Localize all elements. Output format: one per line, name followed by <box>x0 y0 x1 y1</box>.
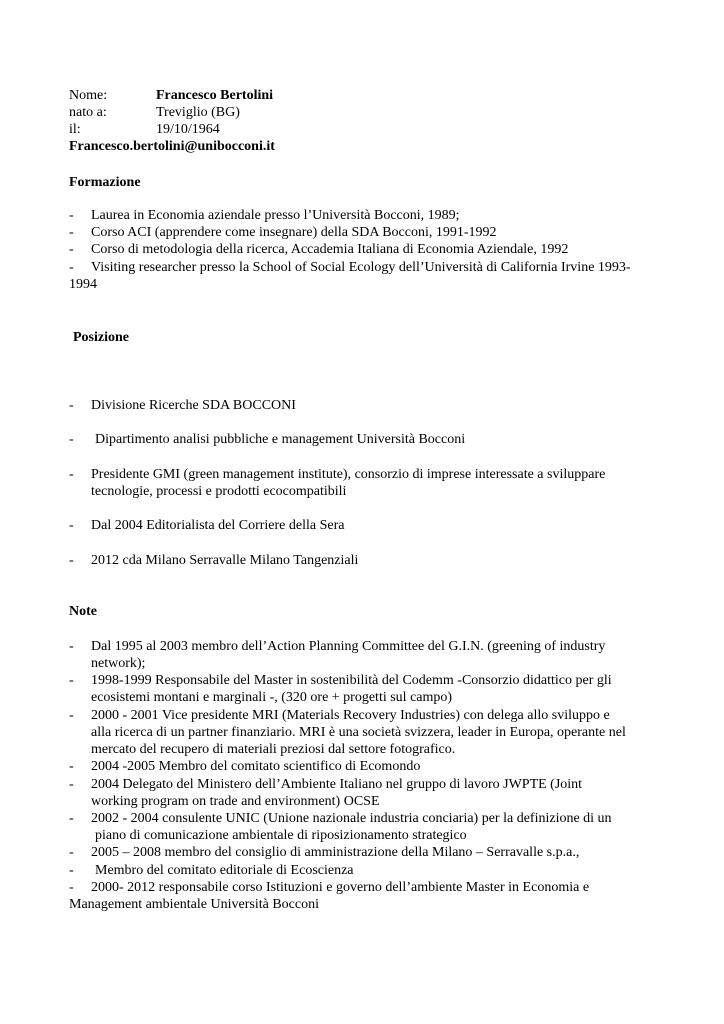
list-bullet: - <box>69 845 74 860</box>
list-bullet: - <box>69 518 74 533</box>
list-bullet: - <box>69 863 74 878</box>
list-item: 2000 - 2001 Vice presidente MRI (Materials Recovery Industries) con delega allo sviluppo e <box>91 708 610 723</box>
list-item: 2012 cda Milano Serravalle Milano Tangenziali <box>91 553 359 568</box>
list-item-continuation: 1994 <box>69 277 97 292</box>
list-bullet: - <box>69 811 74 826</box>
list-item: 2004 Delegato del Ministero dell’Ambiente Italiano nel gruppo di lavoro JWPTE (Joint <box>91 777 583 792</box>
section-heading-formazione: Formazione <box>69 175 141 190</box>
born-label: nato a: <box>69 105 107 120</box>
section-heading-note: Note <box>69 604 97 619</box>
list-item-continuation: network); <box>91 656 146 671</box>
list-item: Visiting researcher presso la School of Social Ecology dell’Università di California Irvine 1993- <box>91 260 631 275</box>
list-item: Dal 1995 al 2003 membro dell’Action Planning Committee del G.I.N. (greening of industry <box>91 639 606 654</box>
list-bullet: - <box>69 208 74 223</box>
list-bullet: - <box>69 467 74 482</box>
list-bullet: - <box>69 639 74 654</box>
list-bullet: - <box>69 673 74 688</box>
list-bullet: - <box>69 398 74 413</box>
list-bullet: - <box>69 225 74 240</box>
date-value: 19/10/1964 <box>156 122 220 137</box>
list-item: 2002 - 2004 consulente UNIC (Unione nazionale industria conciaria) per la definizione di un <box>91 811 612 826</box>
list-item-continuation: alla ricerca di un partner finanziario. MRI è una società svizzera, leader in Europa, operante nel <box>91 725 626 740</box>
list-item: 2005 – 2008 membro del consiglio di amministrazione della Milano – Serravalle s.p.a., <box>91 845 580 860</box>
name-label: Nome: <box>69 88 108 103</box>
list-item: Membro del comitato editoriale di Ecoscienza <box>95 863 354 878</box>
list-item-continuation: piano di comunicazione ambientale di riposizionamento strategico <box>95 828 467 843</box>
list-item: Dipartimento analisi pubbliche e management Università Bocconi <box>95 432 466 447</box>
list-item: Presidente GMI (green management institute), consorzio di imprese interessate a sviluppare <box>91 467 606 482</box>
list-bullet: - <box>69 777 74 792</box>
born-value: Treviglio (BG) <box>156 105 240 120</box>
list-item: Corso di metodologia della ricerca, Accademia Italiana di Economia Aziendale, 1992 <box>91 242 569 257</box>
list-item-continuation: mercato del recupero di materiali preziosi dal settore fotografico. <box>91 742 456 757</box>
list-bullet: - <box>69 880 74 895</box>
list-item: 2000- 2012 responsabile corso Istituzioni e governo dell’ambiente Master in Economia e <box>91 880 590 895</box>
list-item-continuation: tecnologie, processi e prodotti ecocompatibili <box>91 484 347 499</box>
list-item: 2004 -2005 Membro del comitato scientifico di Ecomondo <box>91 759 421 774</box>
list-bullet: - <box>69 708 74 723</box>
list-bullet: - <box>69 432 74 447</box>
name-value: Francesco Bertolini <box>156 88 274 103</box>
email-text: Francesco.bertolini@unibocconi.it <box>69 139 275 154</box>
list-bullet: - <box>69 553 74 568</box>
list-item-continuation: working program on trade and environment) OCSE <box>91 794 380 809</box>
list-item: Laurea in Economia aziendale presso l’Università Bocconi, 1989; <box>91 208 460 223</box>
list-item: Corso ACI (apprendere come insegnare) della SDA Bocconi, 1991-1992 <box>91 225 497 240</box>
section-heading-posizione: Posizione <box>73 330 129 345</box>
list-bullet: - <box>69 242 74 257</box>
date-label: il: <box>69 122 81 137</box>
list-item: Divisione Ricerche SDA BOCCONI <box>91 398 296 413</box>
list-item: 1998-1999 Responsabile del Master in sostenibilità del Codemm -Consorzio didattico per gli <box>91 673 612 688</box>
list-bullet: - <box>69 260 74 275</box>
list-item: Dal 2004 Editorialista del Corriere della Sera <box>91 518 345 533</box>
list-item-continuation: ecosistemi montani e marginali -, (320 ore + progetti sul campo) <box>91 690 453 705</box>
list-item-continuation: Management ambientale Università Bocconi <box>69 897 319 912</box>
list-bullet: - <box>69 759 74 774</box>
